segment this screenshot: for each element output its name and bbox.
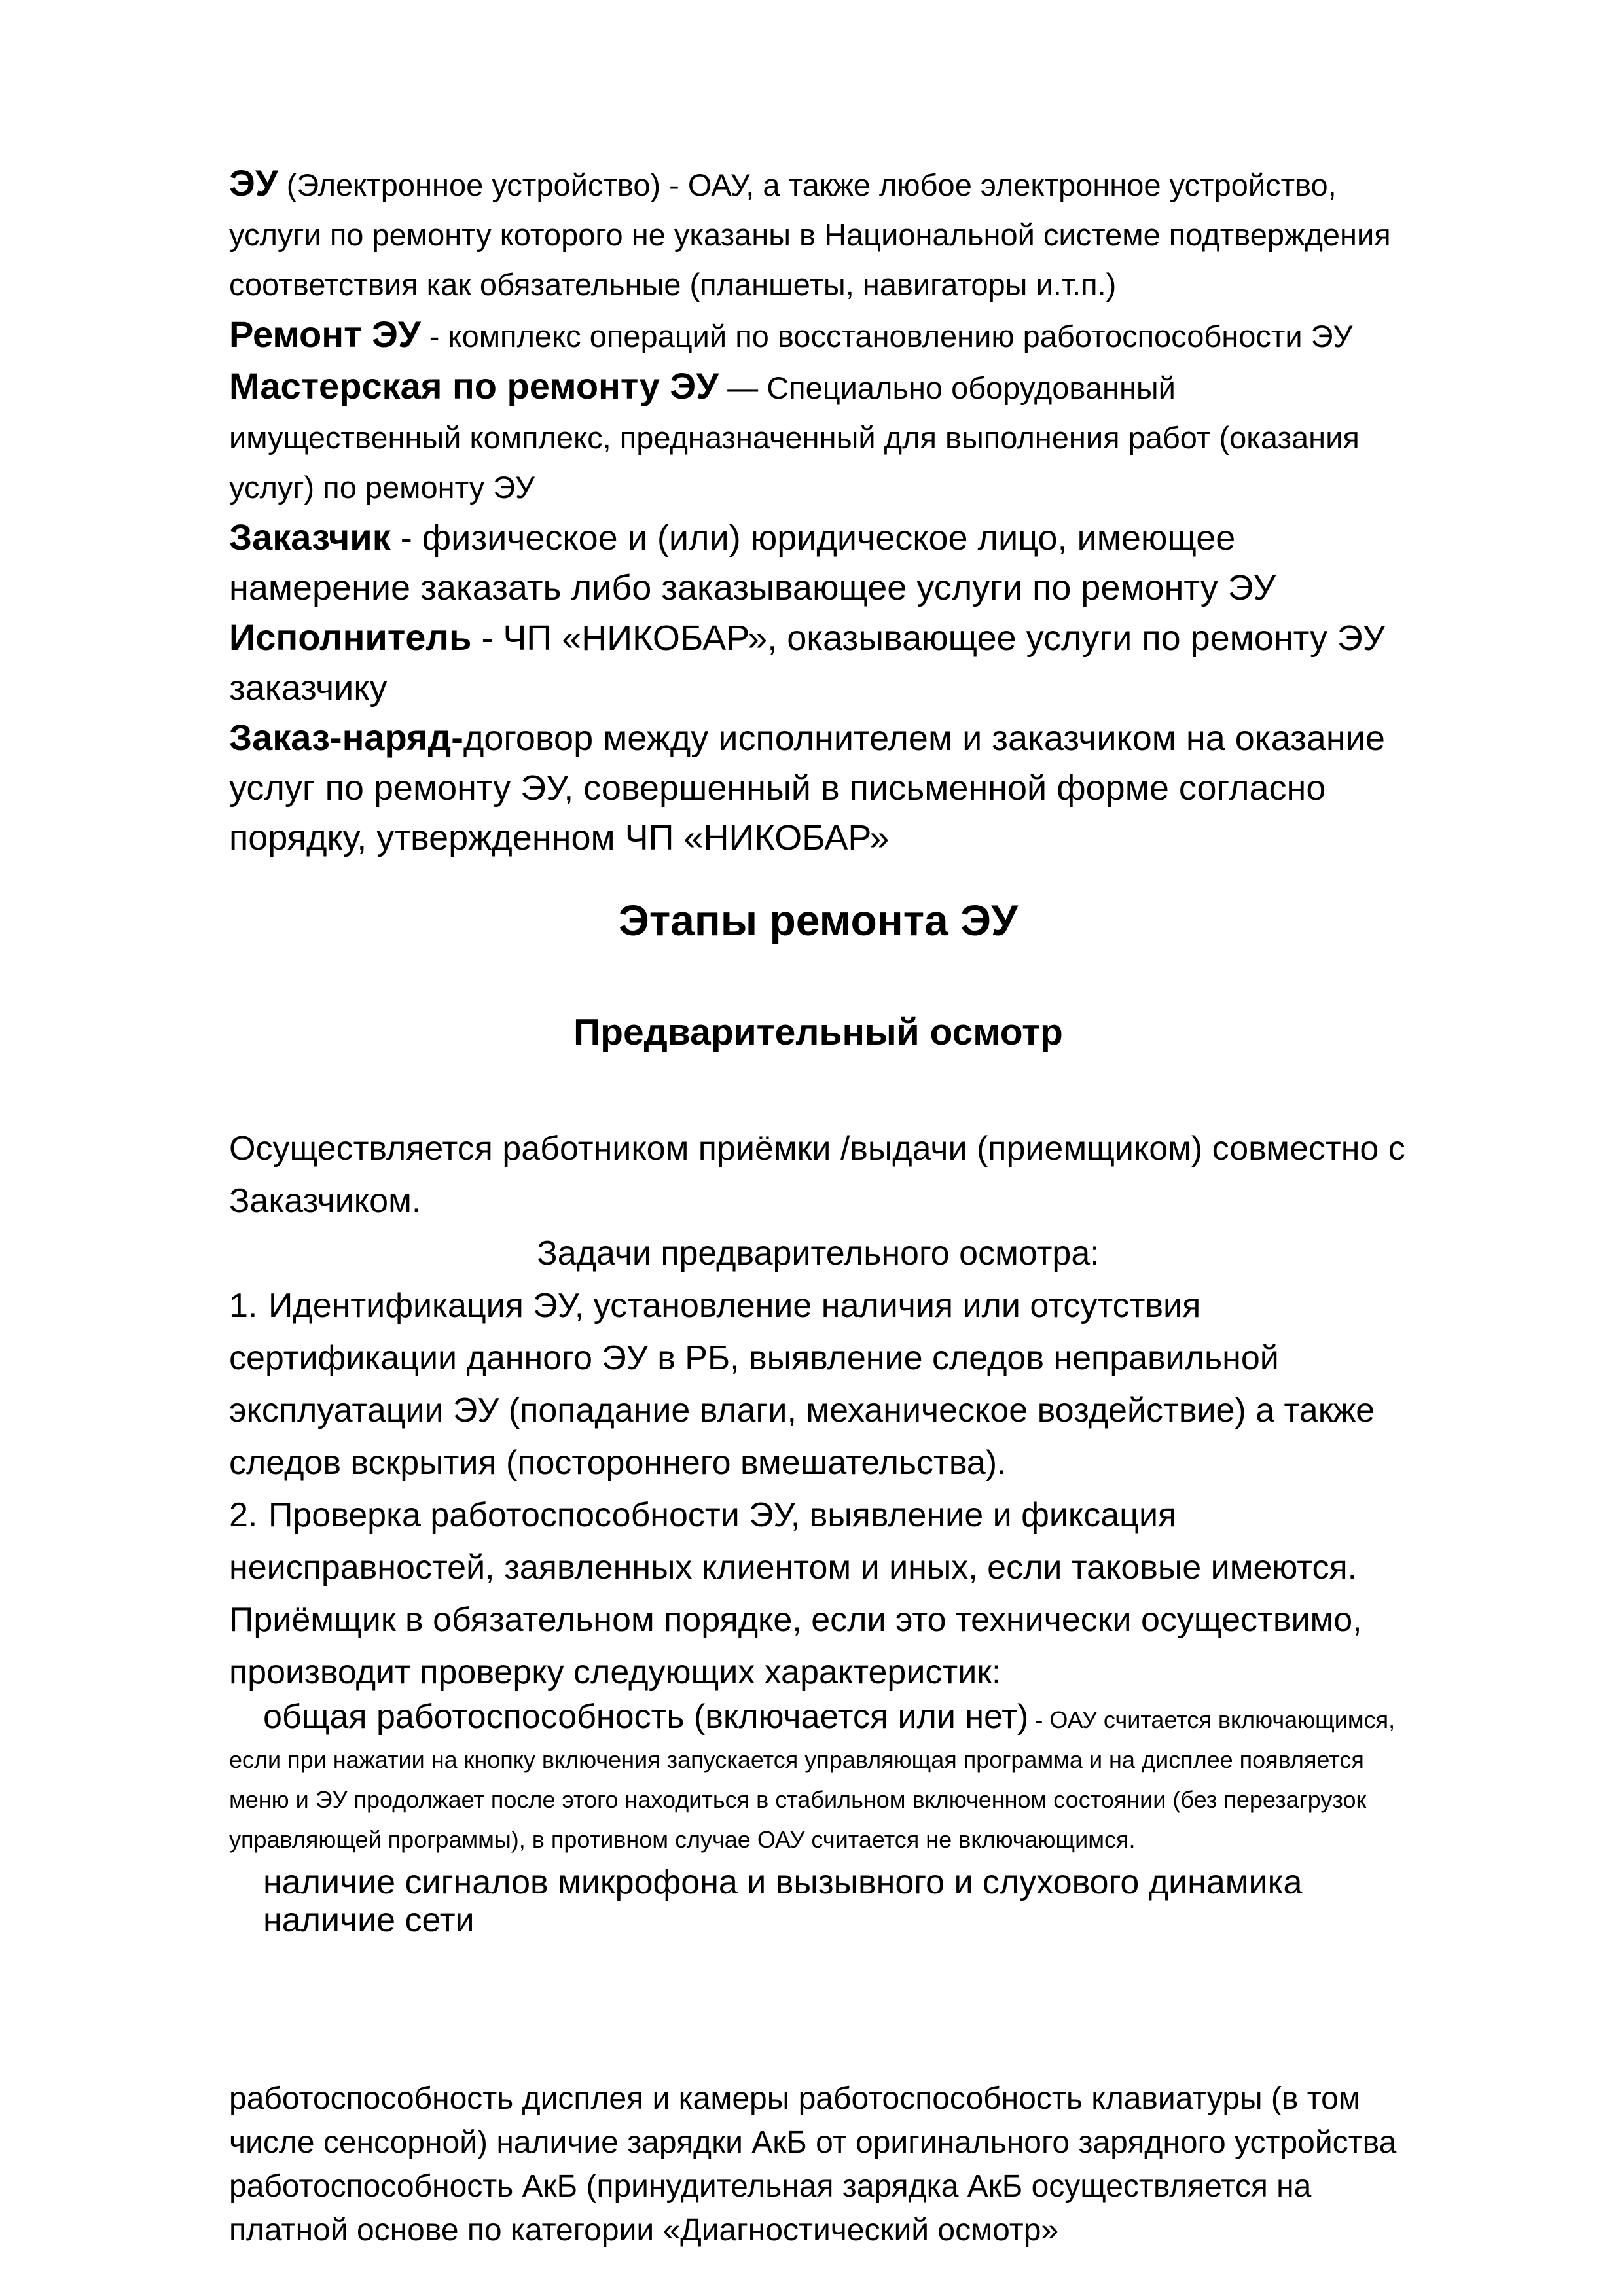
definition-body: - физическое и (или) юридическое лицо, имеющее намерение заказать либо заказывающее услуги по ремонту ЭУ [229,518,1276,607]
definition-body: (Электронное устройство) - ОАУ, а также любое электронное устройство, услуги по ремонту которого не указаны в Национальной системе подтверждения соответствия как обязательные (планшеты, навигаторы и.т.п.) [229,168,1391,302]
check-item-network: наличие сети [263,1901,475,1939]
definition-body: - ЧП «НИКОБАР», оказывающее услуги по ремонту ЭУ заказчику [229,619,1386,708]
definition-body: - комплекс операций по восстановлению работоспособности ЭУ [420,319,1353,353]
definition-contractor [229,613,1407,713]
definition-repair [229,310,1407,361]
task-number: 2. [229,1496,258,1534]
task-text: Идентификация ЭУ, установление наличия или отсутствия сертификации данного ЭУ в РБ, выявление следов неправильной эксплуатации ЭУ (попадание влаги, механическое воздействие) а также следов вскрытия (постороннего вмешательства). [229,1287,1375,1482]
definition-term: Мастерская по ремонту ЭУ [229,365,719,406]
definition-workshop [229,361,1407,512]
check-note-text: - ОАУ считается включающимся, если при нажатии на кнопку включения запускается управляющая программа и на дисплее появляется меню и ЭУ продолжает после этого находиться в стабильном включенном состоянии (без перезагрузок управляющей программы), в противном случае ОАУ считается не включающимся. [229,1706,1396,1853]
heading-repair-stages: Этапы ремонта ЭУ [618,896,1019,944]
task-item-2 [229,1489,1407,1698]
definition-term: Заказчик [229,516,391,558]
heading-preliminary-inspection: Предварительный осмотр [573,1011,1063,1053]
task-text: Проверка работоспособности ЭУ, выявление и фиксация неисправностей, заявленных клиентом и иных, если таковые имеются. Приёмщик в обязательном порядке, если это технически осуществимо, производит проверку следующих характеристик: [229,1496,1362,1691]
task-number: 1. [229,1287,258,1325]
check-lead-text: общая работоспособность (включается или нет) [263,1698,1029,1736]
definition-body: договор между исполнителем и заказчиком на оказание услуг по ремонту ЭУ, совершенный в письменной форме согласно порядку, утвержденном ЧП «НИКОБАР» [229,719,1385,857]
tasks-title: Задачи предварительного осмотра: [537,1234,1100,1272]
task-item-1 [229,1280,1407,1489]
definition-term: Ремонт ЭУ [229,314,421,355]
definition-term: Исполнитель [229,617,472,658]
closing-paragraph: работоспособность дисплея и камеры работоспособность клавиатуры (в том числе сенсорной) наличие зарядки АкБ от оригинального зарядного устройства работоспособность АкБ (принудительная зарядка АкБ осуществляется на платной основе по категории «Диагностический осмотр» [229,2081,1397,2248]
definition-customer [229,512,1407,613]
definition-eu [229,158,1407,310]
intro-paragraph: Осуществляется работником приёмки /выдачи (приемщиком) совместно с Заказчиком. [229,1130,1405,1220]
definition-term: ЭУ [229,162,278,204]
definition-term: Заказ-наряд- [229,717,463,758]
definition-work-order [229,713,1407,863]
definition-body: — Специально оборудованный имущественный комплекс, предназначенный для выполнения работ (оказания услуг) по ремонту ЭУ [229,370,1360,505]
check-general-operability [229,1698,1407,1858]
check-item-signals: наличие сигналов микрофона и вызывного и слухового динамика [263,1863,1303,1901]
